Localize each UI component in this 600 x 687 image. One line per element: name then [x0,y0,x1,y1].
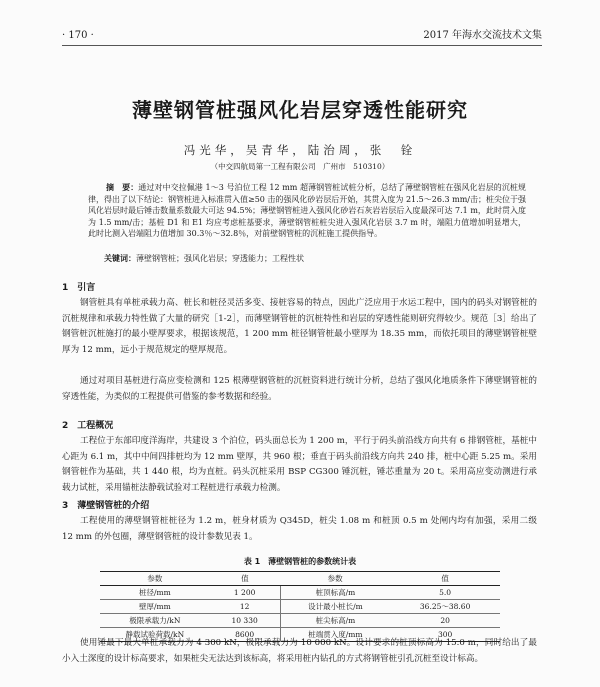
closing-paragraph: 使用锤最下最大单桩承载力为 4 300 kN，极限承载力为 10 000 kN。设计要求的桩顶标高为 15.0 m，同时给出了最小入土深度的设计标高要求，如果桩尖无法达到该标高，将采用桩内钻孔的方式将钢管桩引孔沉桩至设计标高。 [62,638,537,664]
table-header-cell: 参数 [280,572,390,586]
table-cell: 10 330 [210,614,280,628]
table-row [100,614,500,628]
pile-parameter-table [100,571,500,642]
table-cell: 桩径/mm [138,588,171,597]
table-cell: 壁厚/mm [100,600,210,614]
running-header [62,27,542,46]
table-cell: 300 [390,628,500,642]
section-heading-project-overview: 2 工程概况 [62,421,114,431]
table-header-row [100,572,500,586]
table-cell: 设计最小桩长/m [280,600,390,614]
project-overview-paragraph: 工程位于东部印度洋海岸，共建设 3 个泊位，码头面总长为 1 200 m，平行于码头前沿线方向共有 6 排钢管桩，基桩中心距为 6.1 m，其中中间四排桩均为 12 mm 壁厚，共 960 根；垂直于码头前沿线方向共 240 排，桩中心距 5.25 m。采用钢管桩作为基础，共 1 440 根，均为直桩。码头沉桩采用 BSP CG300 锤沉桩，锤芯重量为 20 t。采用高应变动测进行承载力试桩，采用锚桩法静载试验对工程桩进行承载力检测。 [62,436,537,493]
table-cell: 1 200 [210,586,280,600]
table-caption: 表 1 薄壁钢管桩的参数统计表 [243,557,357,566]
paper-title: 薄壁钢管桩强风化岩层穿透性能研究 [132,98,468,122]
table-cell: 桩顶标高/m [315,588,356,597]
table-cell: 静载试验荷载/kN [100,628,210,642]
table-cell: 8600 [210,628,280,642]
abstract-text: 通过对中交拉佩港 1～3 号泊位工程 12 mm 超薄钢管桩试桩分析，总结了薄壁钢管桩在强风化岩层的沉桩规律，得出了以下结论：钢管桩进入标准贯入值≥50 击的强风化砂岩层后开始，其贯入度为 21.5～26.3 mm/击；桩尖位于强风化岩层时最后锤击数量系数最大可达 94.5%；薄壁钢管桩进入强风化砂岩石灰岩岩层后入度最深可达 7.1 m，此时贯入度为 1.5 mm/击；基桩 D1 和 E1 均应考虑桩基要求，薄壁钢管桩桩尖进入强风化岩层 3.7 m 时，端阻力值增加明显增大，此时比测入岩端阻力值增加 30.3％～32.8％，对前壁钢管桩的沉桩施工提供指导。 [88,183,526,239]
keywords [104,253,526,264]
section-heading-pile-introduction: 3 薄壁钢管桩的介绍 [62,501,150,511]
table-cell: 桩端贯入度/mm [280,628,390,642]
volume-title: 2017 年海水交流技术文集 [423,30,542,41]
table-cell: 5.0 [439,588,452,597]
table-cell: 极限承载力/kN [100,614,210,628]
keywords-text: 薄壁钢管桩；强风化岩层；穿透能力；工程性状 [136,254,304,263]
author-list: 冯光华，吴青华，陆治周，张 铨 [183,143,417,157]
pile-introduction-paragraph: 工程使用的薄壁钢管桩桩径为 1.2 m，桩身材质为 Q345D，桩尖 1.08 m 和桩顶 0.5 m 处闸内均有加强，采用二级 12 mm 的外包圈，薄壁钢管桩的设计参数见表 1。 [62,516,537,542]
table-row [100,600,500,614]
table-header-cell: 值 [390,572,500,586]
author-affiliation: （中交四航局第一工程有限公司 广州市 510310） [210,162,390,171]
abstract [88,182,526,240]
table-cell: 桩尖标高/m [280,614,390,628]
table-cell: 36.25～38.60 [390,600,500,614]
table-header-cell: 参数 [100,572,210,586]
keywords-label: 关键词： [104,254,136,263]
abstract-label: 摘 要： [106,183,139,192]
table-cell: 20 [390,614,500,628]
table-header-cell: 值 [210,572,280,586]
section-heading-introduction: 1 引言 [62,283,96,293]
page-number: · 170 · [62,30,94,41]
table-cell: 12 [210,600,280,614]
introduction-paragraph-2: 通过对项目基桩进行高应变检测和 125 根薄壁钢管桩的沉桩资料进行统计分析，总结了强风化地质条件下薄壁钢管桩的穿透性能，为类似的工程提供可借鉴的参考数据和经验。 [62,376,537,402]
introduction-paragraph-1: 钢管桩具有单桩承载力高、桩长和桩径灵活多变、接桩容易的特点，因此广泛应用于水运工程中，国内的码头对钢管桩的沉桩规律和承载力特性做了大量的研究［1-2］，而薄壁钢管桩的沉桩特性和岩层的穿透性能则研究得较少。规范［3］给出了钢管桩沉桩施打的最小壁厚要求，根据该规范，1 200 mm 桩径钢管桩最小壁厚为 18.35 mm，而依托项目的薄壁钢管桩壁厚为 12 mm，远小于规范规定的壁厚规范。 [62,298,537,355]
table-row [100,586,500,600]
